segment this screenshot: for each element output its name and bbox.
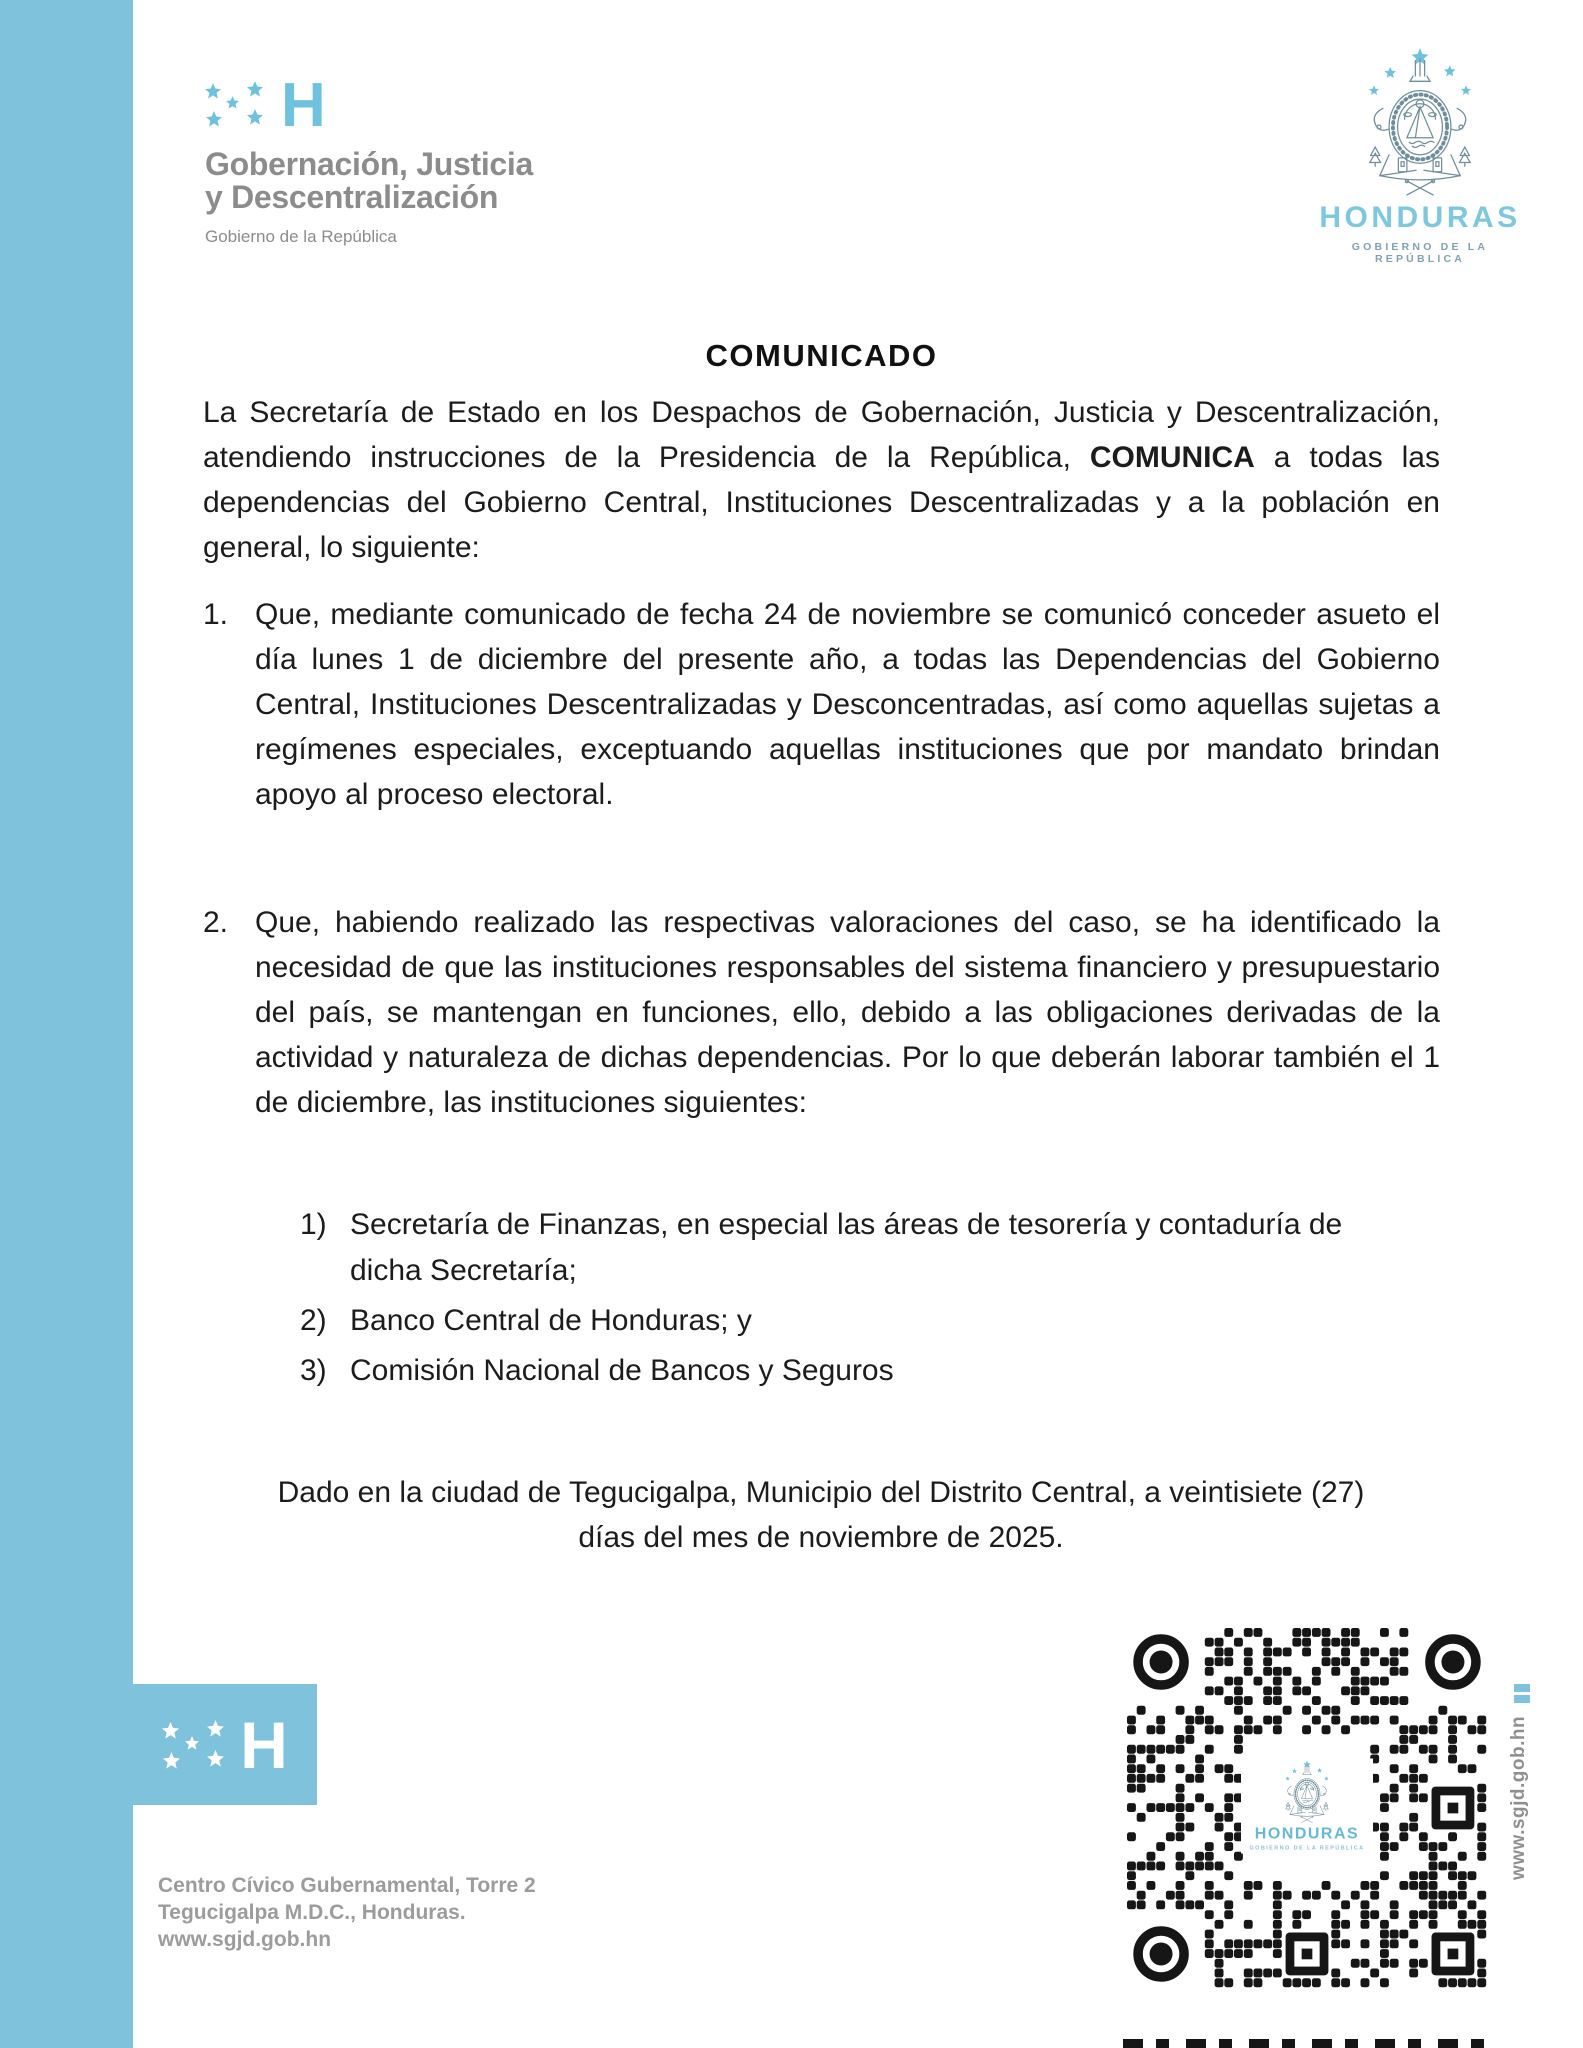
list-item [203, 900, 1440, 1125]
coat-of-arms-icon [1335, 48, 1505, 199]
sub-list [300, 1202, 1360, 1398]
honduras-brand [1308, 48, 1532, 265]
logo-row [205, 71, 685, 142]
qr-center-tagline: GOBIERNO DE LA REPÚBLICA [1249, 1845, 1365, 1852]
qr-code [1127, 1628, 1487, 1992]
ministry-tagline: Gobierno de la República [205, 227, 397, 246]
ministry-name-line1: Gobernación, Justicia [205, 146, 534, 182]
sub-list-item [300, 1348, 1360, 1394]
intro-text-post: a todas las dependencias del Gobierno Central, Instituciones Descentralizadas y a la población en general, lo siguiente: [203, 441, 1440, 564]
list-item-text: Que, habiendo realizado las respectivas valoraciones del caso, se ha identificado la necesidad de que las instituciones responsables del sistema financiero y presupuestario del país, se mantengan en funciones, ello, debido a las obligaciones derivadas de la actividad y naturaleza de dichas dependencias. Por lo que deberán laborar también el 1 de diciembre, las instituciones siguientes: [255, 906, 1440, 1119]
list-item [203, 592, 1440, 817]
intro-text-bold: COMUNICA [1089, 441, 1255, 474]
address-line: www.sgjd.gob.hn [158, 1928, 332, 1951]
stars-icon [162, 1718, 228, 1772]
address-line: Centro Cívico Gubernamental, Torre 2 [158, 1874, 536, 1897]
qr-center-name: HONDURAS [1254, 1825, 1360, 1843]
h-monogram: H [281, 71, 326, 140]
address-line: Tegucigalpa M.D.C., Honduras. [158, 1901, 466, 1924]
ministry-name [205, 148, 685, 214]
intro-paragraph [203, 390, 1440, 570]
brand-tagline: GOBIERNO DE LA REPÚBLICA [1351, 241, 1489, 265]
accent-squares-icon [1514, 1684, 1530, 1706]
h-monogram: H [240, 1707, 288, 1782]
ministry-name-line2: y Descentralización [205, 179, 499, 215]
list-item-number: 1. [203, 598, 229, 631]
list-item-text: Que, mediante comunicado de fecha 24 de noviembre se comunicó conceder asueto el día lunes 1 de diciembre del presente año, a todas las Dependencias del Gobierno Central, Instituciones Descentralizadas y Desconcentradas, así como aquellas sujetas a regímenes especiales, exceptuando aquellas instituciones que por mandato brindan apoyo al proceso electoral. [255, 598, 1440, 811]
qr-center-logo [1241, 1759, 1373, 1854]
brand-name: HONDURAS [1319, 201, 1521, 234]
sub-list-number: 3) [300, 1354, 327, 1387]
intro-text-pre: La Secretaría de Estado en los Despachos de Gobernación, Justicia y Descentralización, atendiendo instrucciones de la Presidencia de la República, [203, 396, 1440, 474]
page-title: COMUNICADO [705, 338, 938, 373]
footer-logo-box [133, 1684, 317, 1805]
vertical-url-text: www.sgjd.gob.hn [1508, 1715, 1529, 1880]
sub-list-text: Banco Central de Honduras; y [350, 1304, 752, 1337]
coat-of-arms-icon [1267, 1761, 1347, 1825]
sub-list-item [300, 1202, 1360, 1294]
sub-list-text: Comisión Nacional de Bancos y Seguros [350, 1354, 894, 1387]
ministry-logo [205, 71, 685, 247]
qr-code-partial [1123, 2039, 1485, 2048]
footer-address [158, 1872, 536, 1953]
sub-list-text: Secretaría de Finanzas, en especial las áreas de tesorería y contaduría de dicha Secretaría; [350, 1208, 1343, 1287]
closing-date-line: Dado en la ciudad de Tegucigalpa, Municipio del Distrito Central, a veintisiete (27) días del mes de noviembre de 2025. [277, 1476, 1365, 1554]
sub-list-number: 1) [300, 1208, 327, 1241]
sub-list-number: 2) [300, 1304, 327, 1337]
left-accent-stripe [0, 0, 133, 2048]
stars-icon [205, 80, 267, 130]
sub-list-item [300, 1298, 1360, 1344]
list-item-number: 2. [203, 906, 229, 939]
